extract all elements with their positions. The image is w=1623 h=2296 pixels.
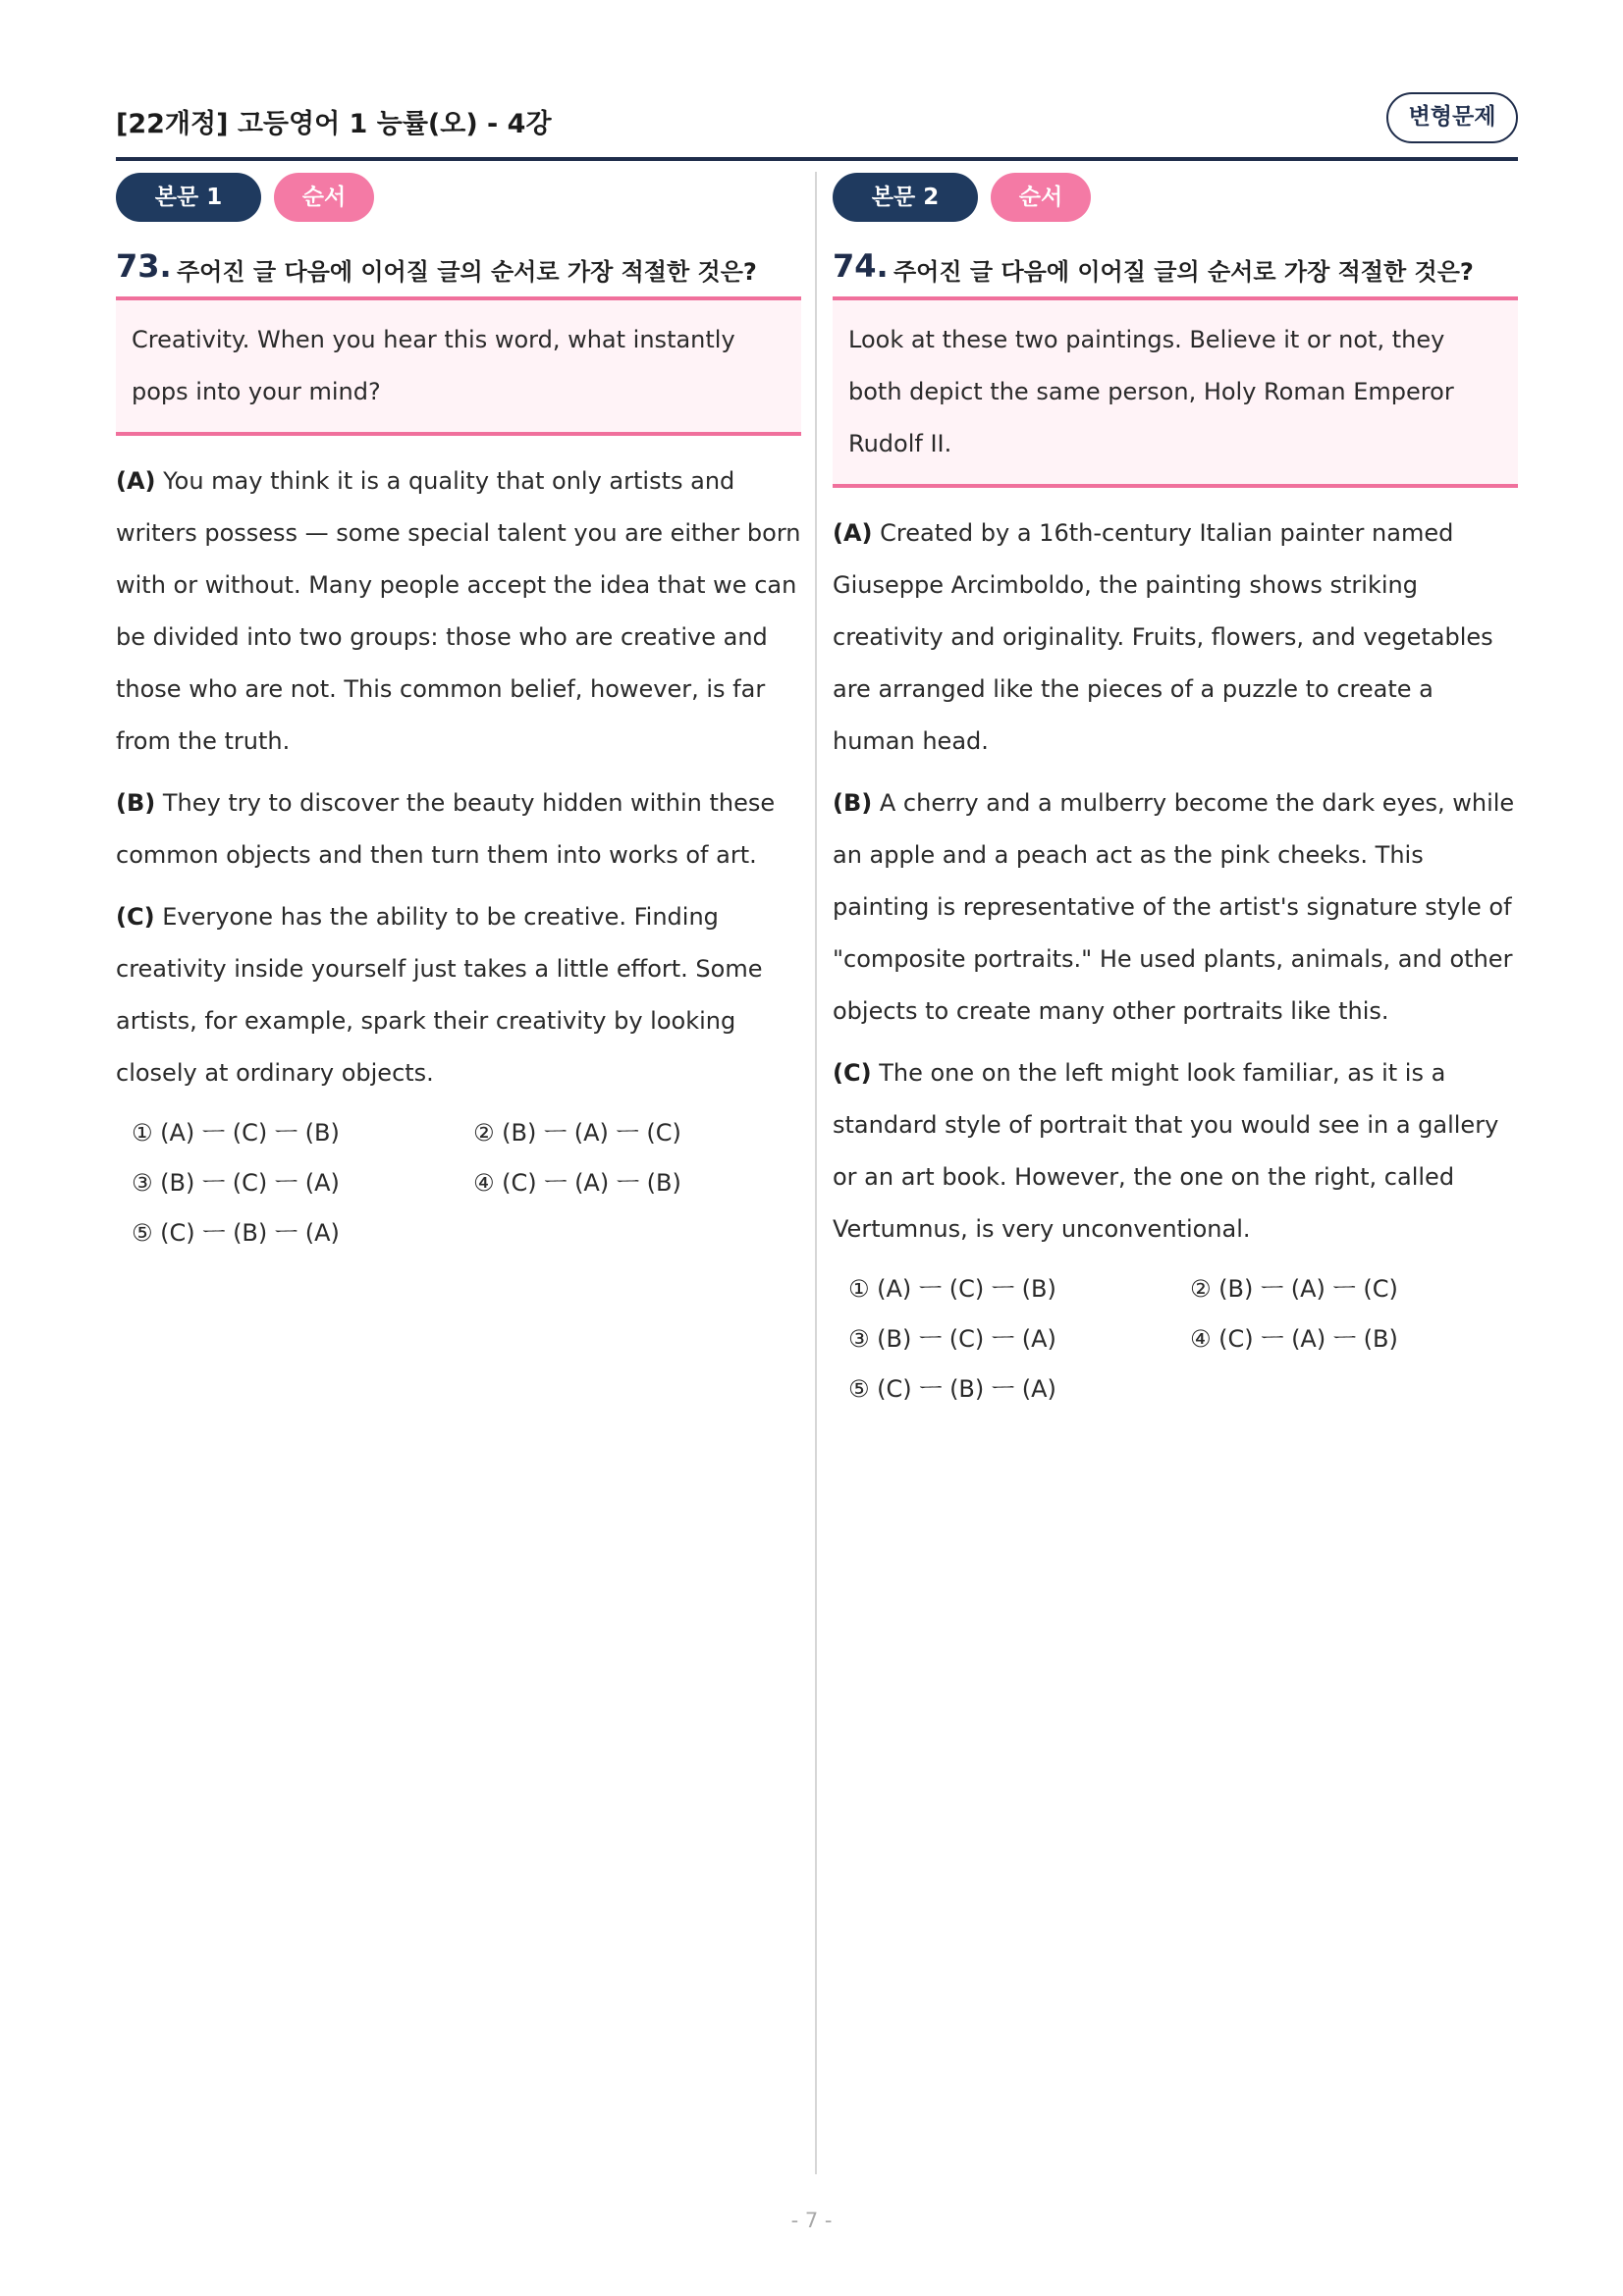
question-number: 73.: [116, 247, 172, 285]
choice-row: [848, 1319, 1518, 1369]
choice-2[interactable]: ② (B) ㅡ (A) ㅡ (C): [1190, 1275, 1398, 1303]
source-tag: 본문 2: [833, 173, 978, 222]
choice-row: [132, 1163, 801, 1213]
passage: [116, 455, 801, 1099]
passage: [833, 507, 1518, 1255]
question-number: 74.: [833, 247, 889, 285]
choice-row: [848, 1369, 1518, 1419]
paragraph-label: (C): [833, 1059, 872, 1087]
choice-row: [132, 1213, 801, 1263]
paragraph-text: Created by a 16th-century Italian painter named Giuseppe Arcimboldo, the painting shows striking creativity and originality. Fruits, flowers, and vegetables are arranged like the pieces of a puzzle to create a human head.: [833, 519, 1493, 755]
document-title: [22개정] 고등영어 1 능률(오) - 4강: [116, 109, 552, 139]
answer-choices: [833, 1269, 1518, 1419]
choice-5[interactable]: ⑤ (C) ㅡ (B) ㅡ (A): [132, 1219, 340, 1247]
paragraph-b: [116, 777, 801, 881]
choice-row: [132, 1113, 801, 1163]
question-73: [116, 173, 801, 1263]
paragraph-text: A cherry and a mulberry become the dark eyes, while an apple and a peach act as the pink cheeks. This painting is representative of the artist's signature style of "composite portraits." He used plants, animals, and other objects to create many other portraits like this.: [833, 789, 1515, 1025]
paragraph-label: (B): [116, 789, 156, 817]
given-text: Look at these two paintings. Believe it or not, they both depict the same person, Holy Roman Emperor Rudolf II.: [833, 300, 1518, 488]
paragraph-c: [116, 891, 801, 1099]
choice-4[interactable]: ④ (C) ㅡ (A) ㅡ (B): [1190, 1325, 1398, 1353]
paragraph-label: (A): [116, 467, 156, 495]
question-prompt: 주어진 글 다음에 이어질 글의 순서로 가장 적절한 것은?: [893, 258, 1474, 286]
paragraph-text: They try to discover the beauty hidden within these common objects and then turn them into works of art.: [116, 789, 776, 869]
question-tags: [116, 173, 801, 224]
variant-badge: 변형문제: [1386, 92, 1518, 143]
question-tags: [833, 173, 1518, 224]
page-header: [116, 90, 1518, 161]
question-prompt: 주어진 글 다음에 이어질 글의 순서로 가장 적절한 것은?: [177, 258, 757, 286]
page-number: - 7 -: [790, 2209, 833, 2232]
choice-5[interactable]: ⑤ (C) ㅡ (B) ㅡ (A): [848, 1375, 1056, 1403]
paragraph-label: (B): [833, 789, 873, 817]
choice-1[interactable]: ① (A) ㅡ (C) ㅡ (B): [132, 1119, 340, 1147]
choice-3[interactable]: ③ (B) ㅡ (C) ㅡ (A): [848, 1325, 1056, 1353]
paragraph-c: [833, 1047, 1518, 1255]
column-divider: [815, 172, 817, 2174]
type-tag: 순서: [991, 173, 1091, 222]
paragraph-label: (A): [833, 519, 873, 547]
paragraph-a: [116, 455, 801, 768]
question-74: [833, 173, 1518, 1419]
type-tag: 순서: [274, 173, 374, 222]
choice-1[interactable]: ① (A) ㅡ (C) ㅡ (B): [848, 1275, 1056, 1303]
paragraph-text: Everyone has the ability to be creative. Finding creativity inside yourself just takes a little effort. Some artists, for example, spark their creativity by looking closely at ordinary objects.: [116, 903, 763, 1087]
choice-4[interactable]: ④ (C) ㅡ (A) ㅡ (B): [473, 1169, 681, 1197]
question-header: [833, 238, 1518, 300]
paragraph-text: The one on the left might look familiar, as it is a standard style of portrait that you would see in a gallery or an art book. However, the one on the right, called Vertumnus, is very unconventional.: [833, 1059, 1499, 1243]
choice-2[interactable]: ② (B) ㅡ (A) ㅡ (C): [473, 1119, 681, 1147]
paragraph-text: You may think it is a quality that only artists and writers possess — some special talent you are either born with or without. Many people accept the idea that we can be divided into two groups: those who are creative and those who are not. This common belief, however, is far from the truth.: [116, 467, 801, 755]
paragraph-b: [833, 777, 1518, 1038]
paragraph-a: [833, 507, 1518, 768]
given-text: Creativity. When you hear this word, what instantly pops into your mind?: [116, 300, 801, 436]
question-header: [116, 238, 801, 300]
choice-row: [848, 1269, 1518, 1319]
paragraph-label: (C): [116, 903, 155, 931]
answer-choices: [116, 1113, 801, 1263]
choice-3[interactable]: ③ (B) ㅡ (C) ㅡ (A): [132, 1169, 340, 1197]
source-tag: 본문 1: [116, 173, 261, 222]
